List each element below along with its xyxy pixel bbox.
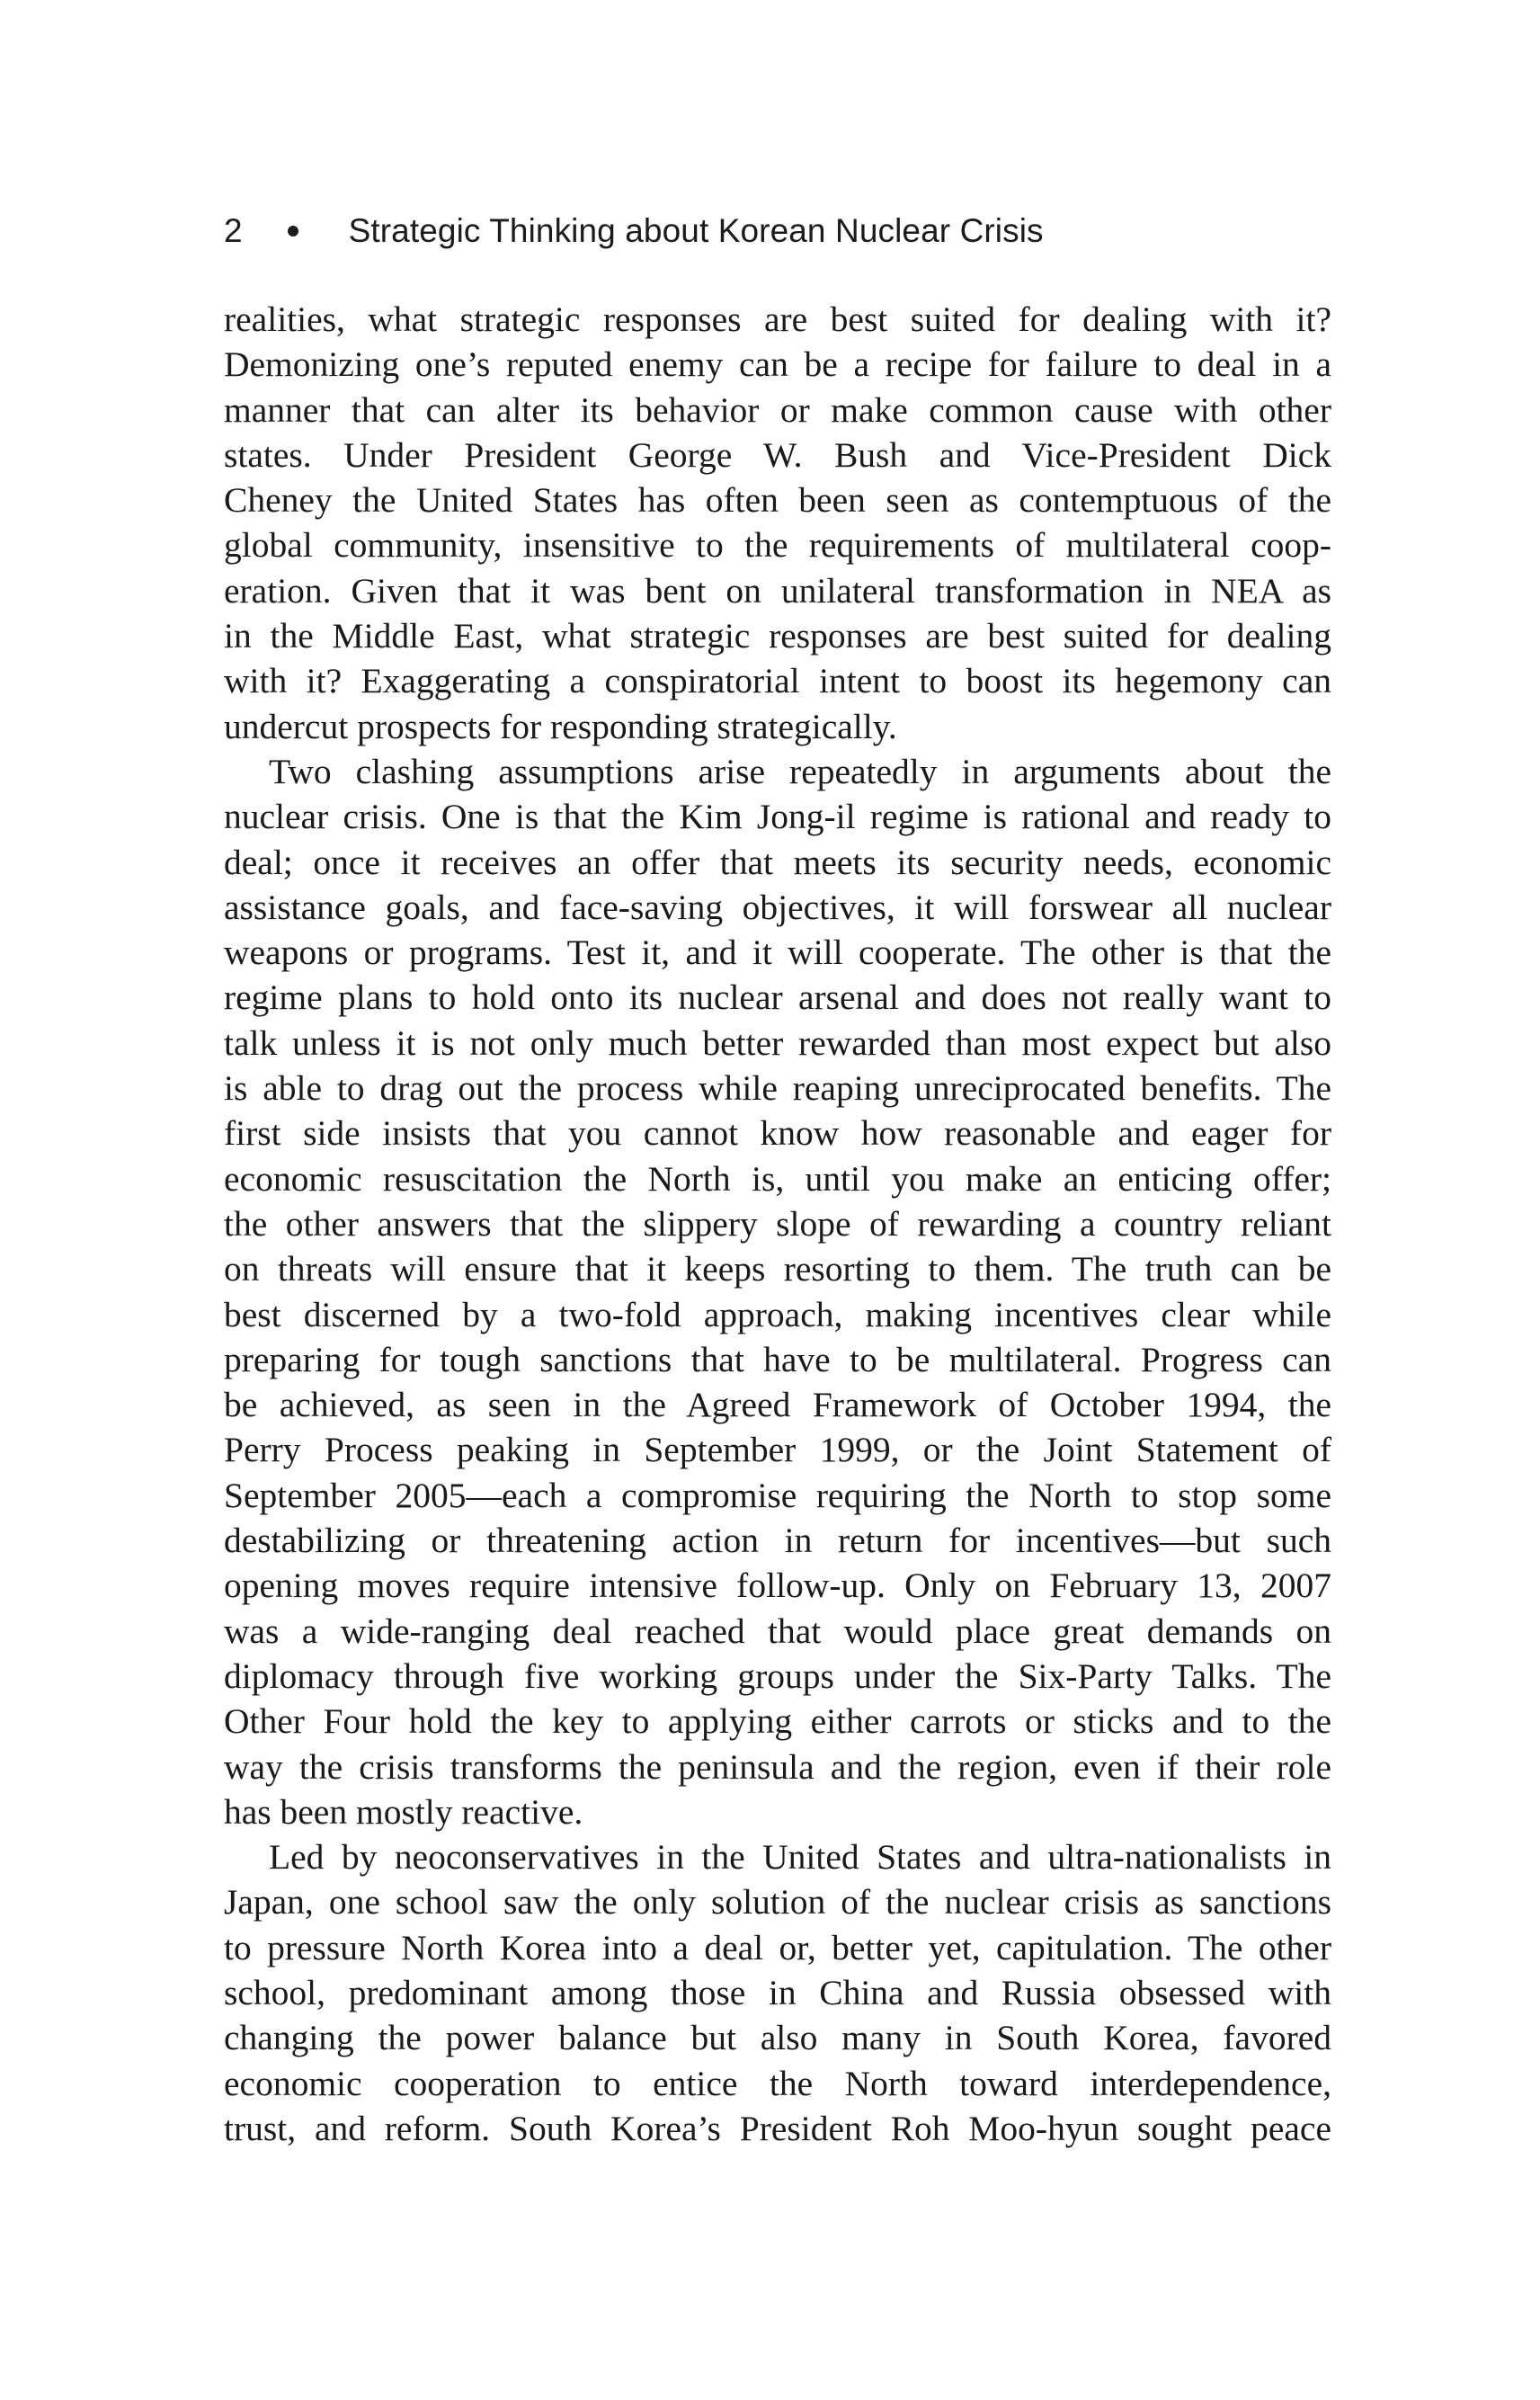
text-line: regime plans to hold onto its nuclear arsenal and does not really want to [224,977,1331,1018]
text-line: best discerned by a two-fold approach, making incentives clear while [224,1294,1331,1334]
body-text [224,297,1331,2151]
text-line: Perry Process peaking in September 1999, or the Joint Statement of [224,1430,1331,1470]
text-line: weapons or programs. Test it, and it will cooperate. The other is that the [224,932,1331,973]
text-line: assistance goals, and face-saving objectives, it will forswear all nuclear [224,887,1331,927]
text-line: the other answers that the slippery slope of rewarding a country reliant [224,1203,1331,1244]
text-line: economic resuscitation the North is, until you make an enticing offer; [224,1158,1331,1199]
text-line: diplomacy through five working groups under the Six-Party Talks. The [224,1655,1331,1696]
text-line: Demonizing one’s reputed enemy can be a recipe for failure to deal in a [224,344,1331,385]
text-line: has been mostly reactive. [224,1791,583,1832]
text-line: deal; once it receives an offer that meets its security needs, economic [224,842,1331,882]
text-line: be achieved, as seen in the Agreed Framework of October 1994, the [224,1385,1331,1425]
running-head-title: Strategic Thinking about Korean Nuclear Crisis [348,212,1044,249]
paragraph [224,749,1331,1834]
text-line: global community, insensitive to the requirements of multilateral coop- [224,525,1331,566]
text-line: trust, and reform. South Korea’s President Roh Moo-hyun sought peace [224,2108,1331,2148]
text-line: changing the power balance but also many in South Korea, favored [224,2018,1331,2058]
text-line: talk unless it is not only much better rewarded than most expect but also [224,1022,1331,1063]
text-line: nuclear crisis. One is that the Kim Jong-il regime is rational and ready to [224,797,1331,837]
page-number: 2 [224,212,243,249]
text-line: September 2005—each a compromise requiring the North to stop some [224,1475,1331,1515]
text-line: Cheney the United States has often been seen as contemptuous of the [224,480,1331,521]
text-line: undercut prospects for responding strategically. [224,706,897,746]
text-line: states. Under President George W. Bush and Vice-President Dick [224,434,1331,475]
text-line: school, predominant among those in China and Russia obsessed with [224,1972,1331,2012]
text-line: first side insists that you cannot know how reasonable and eager for [224,1113,1331,1154]
text-line: on threats will ensure that it keeps resorting to them. The truth can be [224,1249,1331,1289]
text-line: to pressure North Korea into a deal or, better yet, capitulation. The other [224,1927,1331,1967]
text-line: opening moves require intensive follow-up. Only on February 13, 2007 [224,1566,1331,1606]
text-line: Other Four hold the key to applying either carrots or sticks and to the [224,1701,1331,1742]
text-line: destabilizing or threatening action in return for incentives—but such [224,1521,1331,1561]
text-line: way the crisis transforms the peninsula and the region, even if their role [224,1746,1331,1787]
text-line: economic cooperation to entice the North toward interdependence, [224,2063,1331,2103]
text-line: is able to drag out the process while reaping unreciprocated benefits. The [224,1068,1331,1109]
text-line: Japan, one school saw the only solution of the nuclear crisis as sanctions [224,1882,1331,1923]
text-line: eration. Given that it was bent on unilateral transformation in NEA as [224,570,1331,611]
text-line: manner that can alter its behavior or make common cause with other [224,389,1331,430]
text-line: was a wide-ranging deal reached that would place great demands on [224,1610,1331,1651]
text-line: with it? Exaggerating a conspiratorial intent to boost its hegemony can [224,661,1331,701]
paragraph [224,297,1331,749]
text-line: Led by neoconservatives in the United States and ultra-nationalists in [269,1837,1331,1878]
paragraph [224,1834,1331,2151]
running-head [224,209,1044,254]
text-line: preparing for tough sanctions that have to be multilateral. Progress can [224,1339,1331,1379]
text-line: realities, what strategic responses are best suited for dealing with it? [224,299,1331,339]
text-line: Two clashing assumptions arise repeatedly in arguments about the [269,751,1331,791]
text-line: in the Middle East, what strategic responses are best suited for dealing [224,616,1331,656]
bullet-separator [288,226,298,236]
